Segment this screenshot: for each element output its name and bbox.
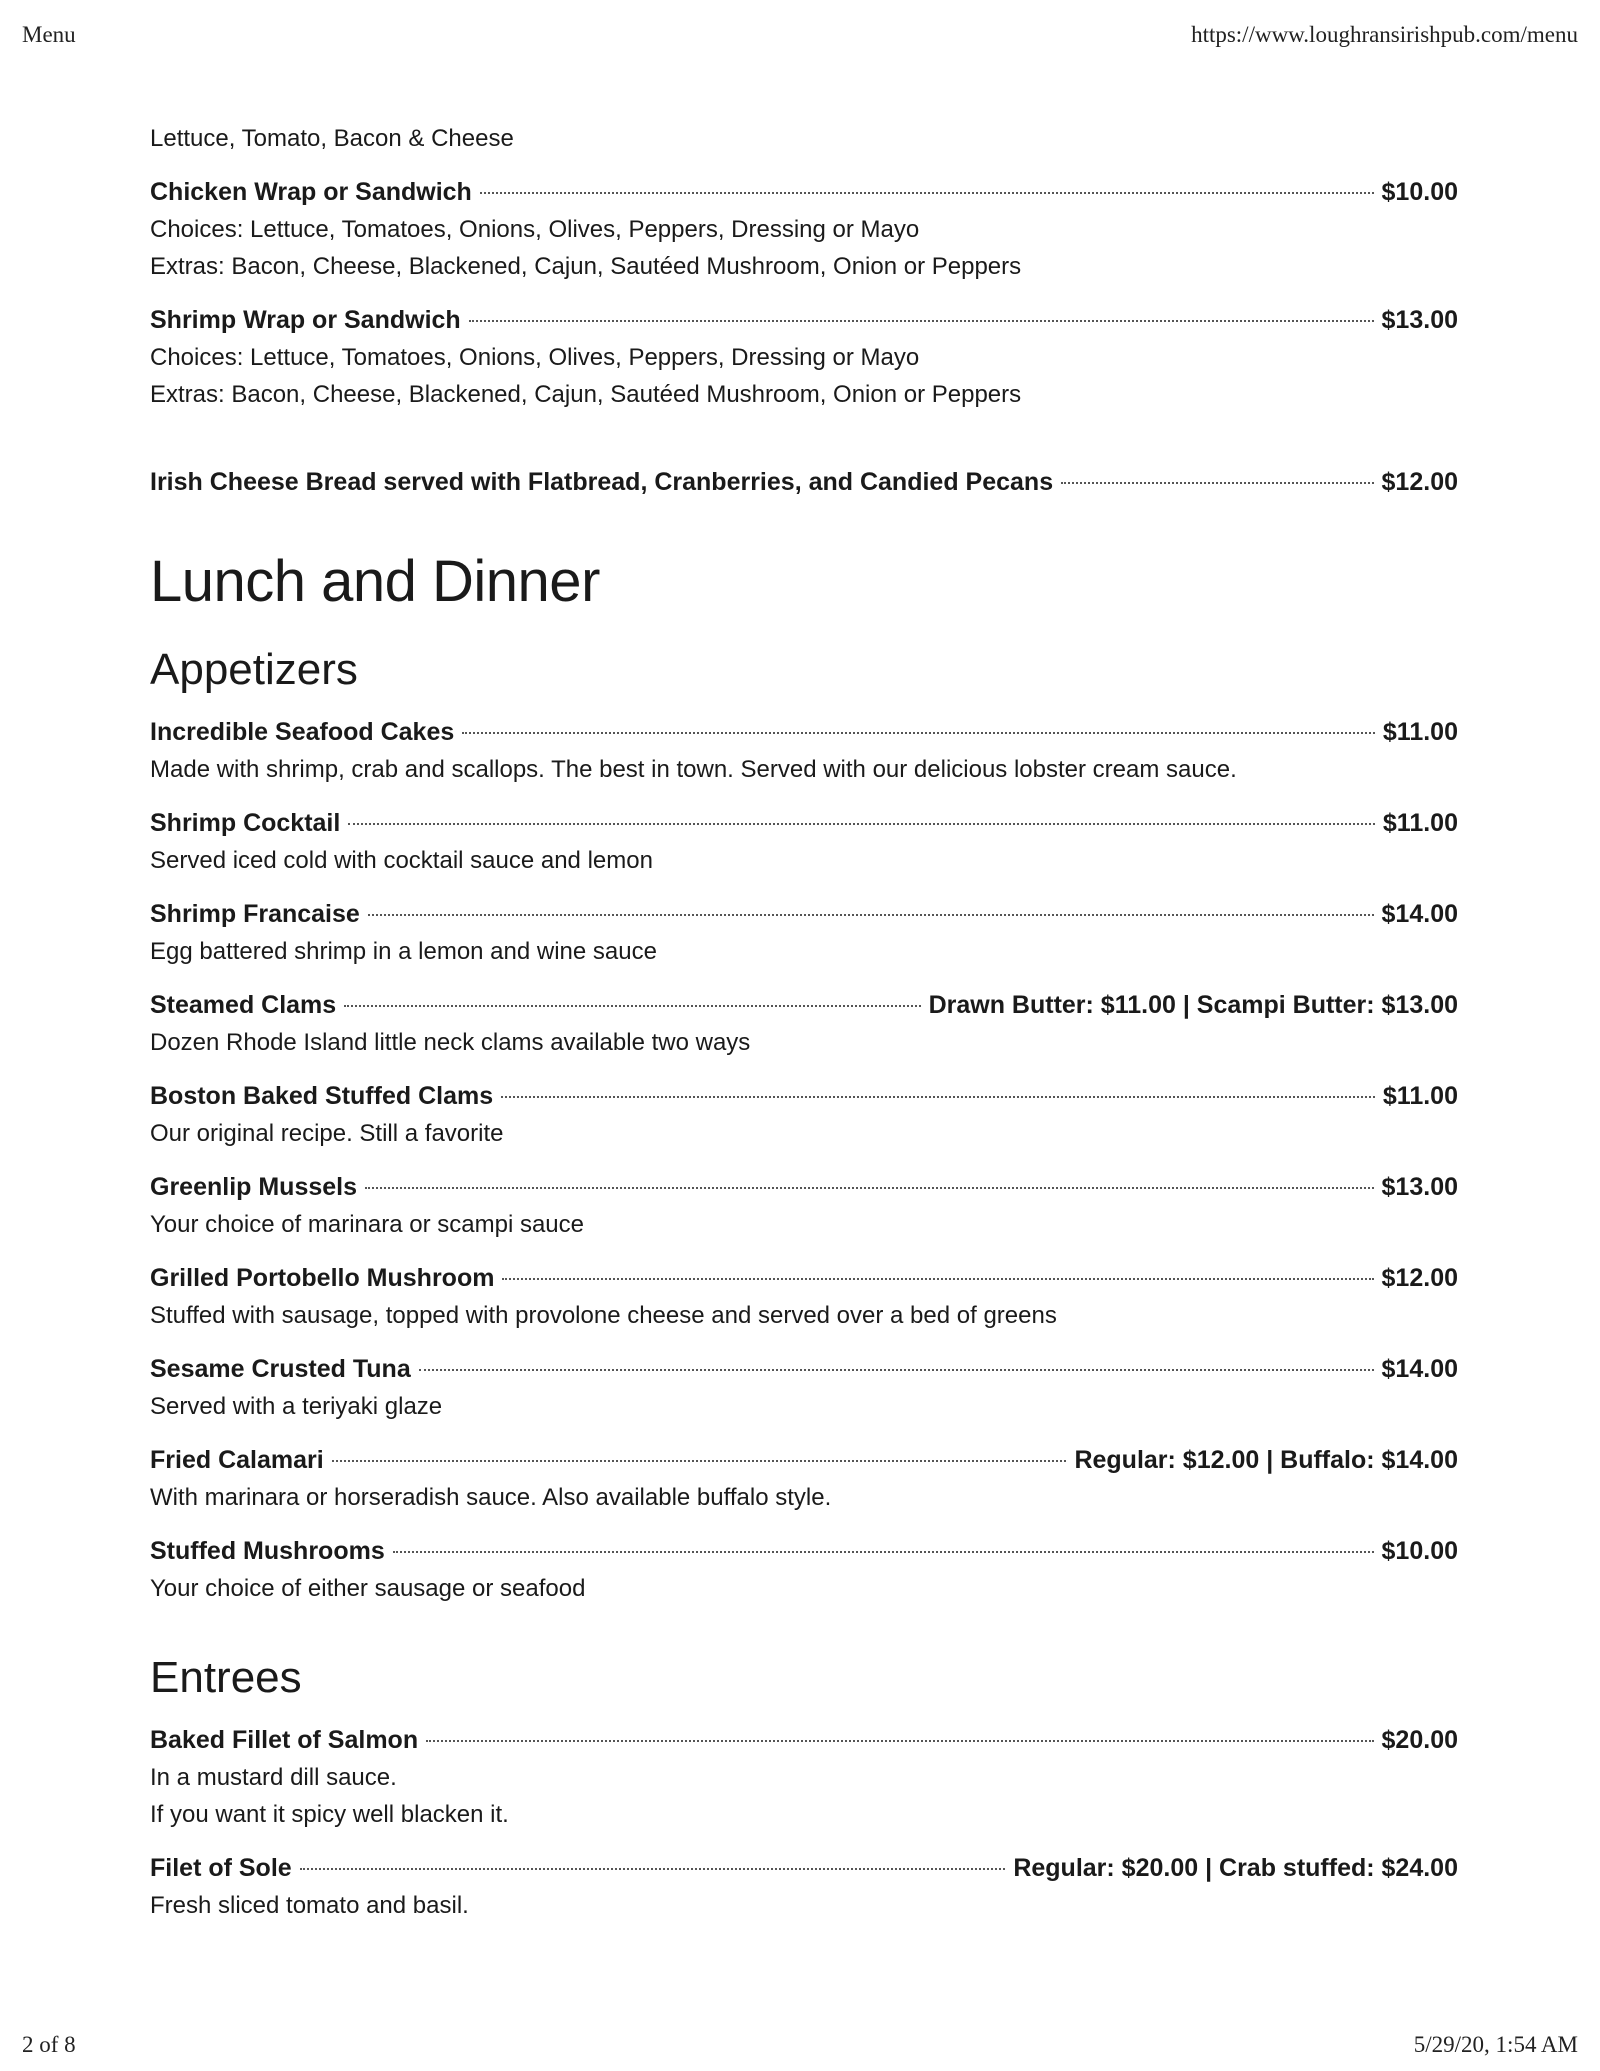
menu-item-description: Stuffed with sausage, topped with provolone cheese and served over a bed of greens <box>150 1302 1057 1329</box>
menu-item-name: Shrimp Francaise <box>150 900 360 928</box>
menu-item-name: Grilled Portobello Mushroom <box>150 1264 495 1292</box>
menu-item-description: Dozen Rhode Island little neck clams available two ways <box>150 1029 751 1056</box>
menu-item-description: Extras: Bacon, Cheese, Blackened, Cajun, Sautéed Mushroom, Onion or Peppers <box>150 381 1022 408</box>
menu-item-name: Irish Cheese Bread served with Flatbread, Cranberries, and Candied Pecans <box>150 468 1054 496</box>
menu-item-price: Drawn Butter: $11.00 | Scampi Butter: $13.00 <box>928 991 1458 1019</box>
menu-item-description: Fresh sliced tomato and basil. <box>150 1892 469 1919</box>
menu-item-price: Regular: $12.00 | Buffalo: $14.00 <box>1074 1446 1458 1474</box>
menu-item-price: $12.00 <box>1381 468 1458 496</box>
menu-item <box>150 463 1458 501</box>
menu-item-price: $11.00 <box>1382 1082 1458 1110</box>
menu-item-name: Incredible Seafood Cakes <box>150 718 455 746</box>
menu-item <box>150 1259 1458 1334</box>
print-timestamp: 5/29/20, 1:54 AM <box>1413 2032 1578 2057</box>
menu-item-row <box>150 1532 1458 1570</box>
menu-item-name: Steamed Clams <box>150 991 337 1019</box>
menu-item-price: $11.00 <box>1382 718 1458 746</box>
dot-leader <box>426 1740 1373 1742</box>
menu-item-row <box>150 1721 1458 1759</box>
menu-item-row <box>150 1168 1458 1206</box>
menu-item-price: $13.00 <box>1381 1173 1458 1201</box>
dot-leader <box>300 1868 1006 1870</box>
menu-item <box>150 1532 1458 1607</box>
menu-item <box>150 301 1458 413</box>
menu-item-description: Choices: Lettuce, Tomatoes, Onions, Olives, Peppers, Dressing or Mayo <box>150 216 920 243</box>
menu-item-name: Stuffed Mushrooms <box>150 1537 385 1565</box>
menu-item-description: Choices: Lettuce, Tomatoes, Onions, Olives, Peppers, Dressing or Mayo <box>150 344 920 371</box>
menu-item <box>150 804 1458 879</box>
menu-item <box>150 986 1458 1061</box>
dot-leader <box>419 1369 1374 1371</box>
menu-item-row <box>150 895 1458 933</box>
menu-item <box>150 173 1458 285</box>
dot-leader <box>502 1278 1373 1280</box>
menu-item-price: $14.00 <box>1381 1355 1458 1383</box>
menu-item-row <box>150 1259 1458 1297</box>
dot-leader <box>344 1005 920 1007</box>
intro-description: Lettuce, Tomato, Bacon & Cheese <box>150 125 514 152</box>
menu-item-name: Filet of Sole <box>150 1854 292 1882</box>
menu-item-price: $13.00 <box>1381 306 1458 334</box>
menu-item-description: Egg battered shrimp in a lemon and wine sauce <box>150 938 657 965</box>
entree-list <box>150 1721 1458 1924</box>
menu-item-name: Chicken Wrap or Sandwich <box>150 178 472 206</box>
page-count: 2 of 8 <box>22 2032 76 2057</box>
menu-item-price: $10.00 <box>1381 1537 1458 1565</box>
menu-item-row <box>150 986 1458 1024</box>
menu-item-description: Your choice of marinara or scampi sauce <box>150 1211 584 1238</box>
print-footer <box>22 2032 1578 2058</box>
menu-item <box>150 1441 1458 1516</box>
dot-leader <box>365 1187 1374 1189</box>
menu-item-name: Fried Calamari <box>150 1446 324 1474</box>
dot-leader <box>462 732 1375 734</box>
dot-leader <box>348 823 1375 825</box>
menu-item <box>150 1077 1458 1152</box>
menu-item-name: Shrimp Wrap or Sandwich <box>150 306 461 334</box>
entrees-heading: Entrees <box>150 1653 302 1702</box>
menu-item-description: Our original recipe. Still a favorite <box>150 1120 504 1147</box>
dot-leader <box>480 192 1374 194</box>
top-item-list <box>150 173 1458 413</box>
menu-item <box>150 1350 1458 1425</box>
menu-item-row <box>150 1350 1458 1388</box>
print-header-url: https://www.loughransirishpub.com/menu <box>1191 22 1578 47</box>
appetizers-heading: Appetizers <box>150 645 358 694</box>
menu-item-price: $10.00 <box>1381 178 1458 206</box>
menu-item-price: $12.00 <box>1381 1264 1458 1292</box>
menu-item <box>150 1721 1458 1833</box>
menu-item <box>150 1168 1458 1243</box>
print-header <box>22 22 1578 48</box>
menu-item-description: If you want it spicy well blacken it. <box>150 1801 509 1828</box>
menu-item-name: Boston Baked Stuffed Clams <box>150 1082 494 1110</box>
menu-item-name: Shrimp Cocktail <box>150 809 341 837</box>
menu-item-name: Baked Fillet of Salmon <box>150 1726 419 1754</box>
appetizer-list <box>150 713 1458 1607</box>
dot-leader <box>469 320 1374 322</box>
menu-item-description: In a mustard dill sauce. <box>150 1764 397 1791</box>
menu-item-description: Made with shrimp, crab and scallops. The best in town. Served with our delicious lobster cream sauce. <box>150 756 1237 783</box>
menu-item-row <box>150 1849 1458 1887</box>
menu-item-row <box>150 463 1458 501</box>
menu-item-name: Sesame Crusted Tuna <box>150 1355 411 1383</box>
menu-item-price: $11.00 <box>1382 809 1458 837</box>
dot-leader <box>1061 482 1373 484</box>
menu-item-row <box>150 804 1458 842</box>
menu-item-price: Regular: $20.00 | Crab stuffed: $24.00 <box>1013 1854 1458 1882</box>
menu-item <box>150 713 1458 788</box>
print-header-title: Menu <box>22 22 76 47</box>
menu-item-price: $20.00 <box>1381 1726 1458 1754</box>
menu-item-price: $14.00 <box>1381 900 1458 928</box>
menu-item-description: With marinara or horseradish sauce. Also available buffalo style. <box>150 1484 832 1511</box>
menu-item-description: Served with a teriyaki glaze <box>150 1393 443 1420</box>
menu-item-description: Served iced cold with cocktail sauce and lemon <box>150 847 653 874</box>
menu-content <box>150 120 1458 1924</box>
menu-item-row <box>150 713 1458 751</box>
menu-item-name: Greenlip Mussels <box>150 1173 358 1201</box>
dot-leader <box>368 914 1374 916</box>
menu-item <box>150 895 1458 970</box>
menu-item-row <box>150 1077 1458 1115</box>
menu-item-row <box>150 173 1458 211</box>
menu-item <box>150 1849 1458 1924</box>
dot-leader <box>393 1551 1374 1553</box>
menu-item-description: Your choice of either sausage or seafood <box>150 1575 586 1602</box>
dot-leader <box>332 1460 1067 1462</box>
menu-item-row <box>150 301 1458 339</box>
dot-leader <box>501 1096 1375 1098</box>
section-title: Lunch and Dinner <box>150 549 600 614</box>
menu-item-row <box>150 1441 1458 1479</box>
menu-item-description: Extras: Bacon, Cheese, Blackened, Cajun, Sautéed Mushroom, Onion or Peppers <box>150 253 1022 280</box>
